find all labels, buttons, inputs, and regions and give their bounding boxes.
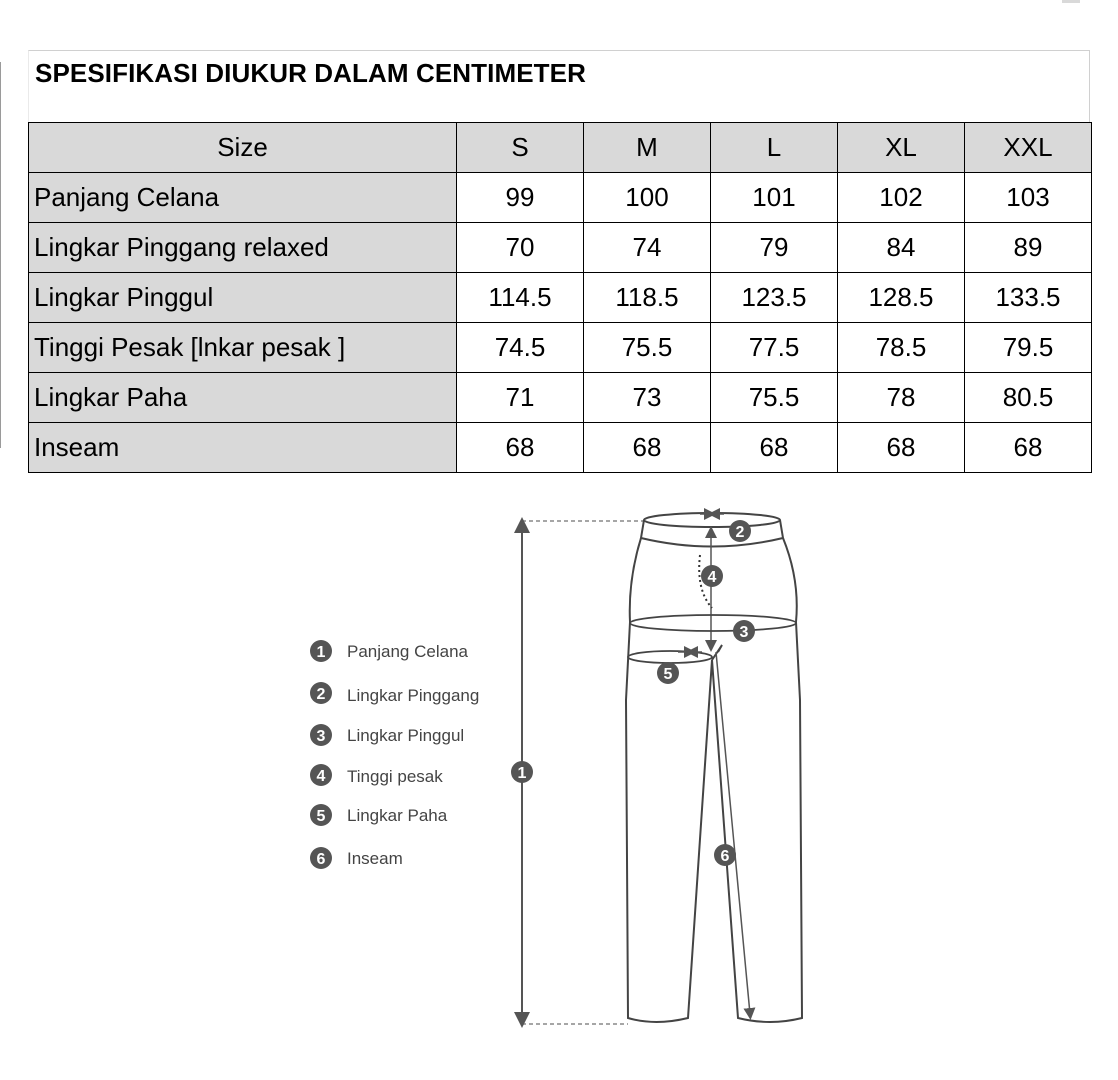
pants-outline-icon	[626, 513, 802, 1022]
header-cell-l: L	[711, 123, 838, 173]
table-cell: 68	[838, 423, 965, 473]
table-cell: 74	[584, 223, 711, 273]
table-cell: 71	[457, 373, 584, 423]
page-title: SPESIFIKASI DIUKUR DALAM CENTIMETER	[35, 58, 586, 88]
legend	[310, 640, 479, 869]
marker-3	[733, 620, 755, 642]
legend-badge-number: 4	[316, 768, 326, 785]
legend-item-5	[310, 804, 448, 826]
thigh-ellipse	[628, 651, 712, 663]
table-cell: 75.5	[584, 323, 711, 373]
table-cell: 77.5	[711, 323, 838, 373]
legend-label: Panjang Celana	[347, 642, 468, 661]
marker-4	[701, 565, 723, 587]
table-cell: 114.5	[457, 273, 584, 323]
hip-measure	[630, 615, 796, 631]
table-cell: 73	[584, 373, 711, 423]
header-cell-size: Size	[29, 123, 457, 173]
header-cell-xl: XL	[838, 123, 965, 173]
legend-item-6	[310, 847, 403, 869]
legend-label: Lingkar Pinggul	[347, 726, 465, 745]
table-cell: 118.5	[584, 273, 711, 323]
table-cell: 79.5	[965, 323, 1092, 373]
marker-number: 4	[707, 569, 717, 586]
table-cell: 123.5	[711, 273, 838, 323]
rise-measure	[699, 532, 712, 646]
marker-6	[714, 844, 736, 866]
table-cell: 128.5	[838, 273, 965, 323]
marker-2	[729, 520, 751, 542]
table-cell: 68	[711, 423, 838, 473]
table-cell: 102	[838, 173, 965, 223]
table-cell: 78	[838, 373, 965, 423]
legend-label: Inseam	[347, 849, 403, 868]
table-cell: 70	[457, 223, 584, 273]
row-label: Tinggi Pesak [lnkar pesak ]	[29, 323, 457, 373]
table-cell: 75.5	[711, 373, 838, 423]
header-cell-xxl: XXL	[965, 123, 1092, 173]
header-cell-m: M	[584, 123, 711, 173]
legend-item-3	[310, 724, 464, 746]
table-cell: 68	[584, 423, 711, 473]
table-cell: 100	[584, 173, 711, 223]
legend-item-2	[310, 682, 479, 705]
hip-ellipse	[630, 615, 796, 631]
legend-label: Tinggi pesak	[347, 767, 443, 786]
thigh-measure	[628, 651, 712, 663]
marker-1	[511, 761, 533, 783]
pants-body	[626, 538, 802, 1022]
legend-label: Lingkar Pinggang	[347, 686, 480, 705]
row-label: Lingkar Paha	[29, 373, 457, 423]
marker-number: 6	[720, 848, 730, 865]
waistband-top	[644, 513, 780, 527]
legend-item-1	[310, 640, 469, 662]
row-label: Lingkar Pinggul	[29, 273, 457, 323]
legend-badge-number: 3	[316, 728, 326, 745]
legend-badge-number: 5	[316, 808, 326, 825]
table-cell: 99	[457, 173, 584, 223]
table-cell: 103	[965, 173, 1092, 223]
header-cell-s: S	[457, 123, 584, 173]
table-cell: 68	[457, 423, 584, 473]
marker-number: 1	[517, 765, 527, 782]
legend-item-4	[310, 764, 443, 786]
table-cell: 79	[711, 223, 838, 273]
row-label: Inseam	[29, 423, 457, 473]
table-cell: 68	[965, 423, 1092, 473]
legend-badge-number: 2	[316, 686, 326, 703]
table-cell: 74.5	[457, 323, 584, 373]
table-cell: 84	[838, 223, 965, 273]
marker-number: 2	[735, 524, 745, 541]
table-cell: 101	[711, 173, 838, 223]
table-cell: 89	[965, 223, 1092, 273]
marker-number: 3	[739, 624, 749, 641]
legend-badge-number: 6	[316, 851, 326, 868]
marker-number: 5	[663, 666, 673, 683]
marker-5	[657, 662, 679, 684]
table-cell: 78.5	[838, 323, 965, 373]
legend-label: Lingkar Paha	[347, 806, 448, 825]
row-label: Panjang Celana	[29, 173, 457, 223]
legend-badge-number: 1	[316, 644, 326, 661]
table-cell: 80.5	[965, 373, 1092, 423]
table-cell: 133.5	[965, 273, 1092, 323]
row-label: Lingkar Pinggang relaxed	[29, 223, 457, 273]
